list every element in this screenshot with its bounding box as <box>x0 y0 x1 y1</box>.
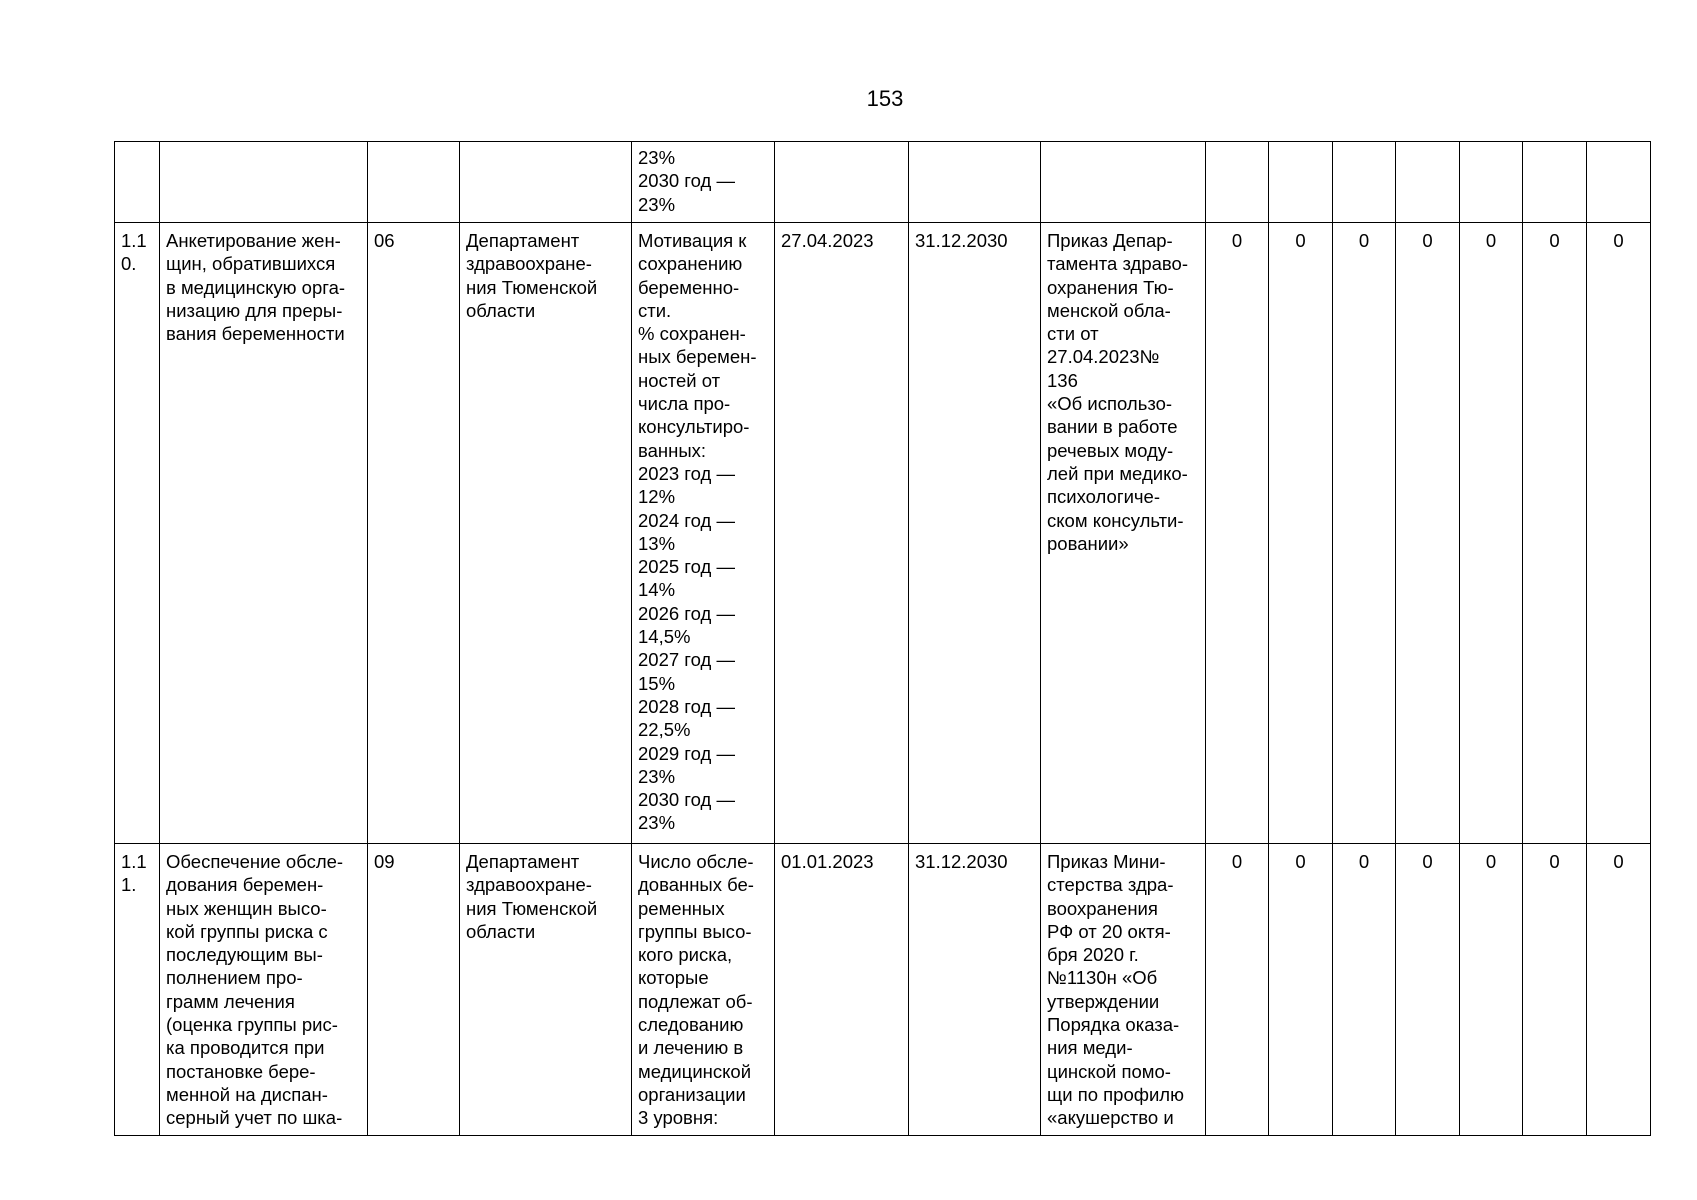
document-cell <box>1041 142 1206 223</box>
value-cell <box>1396 142 1460 223</box>
value-cell: 0 <box>1396 223 1460 844</box>
start-date-cell <box>775 142 909 223</box>
value-cell: 0 <box>1523 223 1587 844</box>
value-cell <box>1206 142 1269 223</box>
value-cell <box>1587 142 1651 223</box>
end-date-cell <box>909 142 1041 223</box>
measures-table <box>114 141 1651 1136</box>
end-date-cell: 31.12.2030 <box>909 223 1041 844</box>
value-cell: 0 <box>1587 844 1651 1136</box>
indicator-cell: 23% 2030 год — 23% <box>632 142 775 223</box>
value-cell <box>1460 142 1523 223</box>
code-cell: 06 <box>368 223 460 844</box>
value-cell: 0 <box>1333 844 1396 1136</box>
end-date-cell: 31.12.2030 <box>909 844 1041 1136</box>
value-cell: 0 <box>1206 223 1269 844</box>
value-cell: 0 <box>1333 223 1396 844</box>
measure-name-cell: Анкетирование жен- щин, обратившихся в медицинскую орга- низацию для преры- вания беременности <box>160 223 368 844</box>
value-cell: 0 <box>1587 223 1651 844</box>
start-date-cell: 27.04.2023 <box>775 223 909 844</box>
value-cell: 0 <box>1460 844 1523 1136</box>
page-number: 153 <box>866 86 904 111</box>
value-cell <box>1333 142 1396 223</box>
value-cell <box>1269 142 1333 223</box>
value-cell: 0 <box>1269 844 1333 1136</box>
table-row <box>115 223 1651 844</box>
table-row <box>115 142 1651 223</box>
document-cell: Приказ Депар- тамента здраво- охранения Тю- менской обла- сти от 27.04.2023№ 136 «Об использо- вании в работе речевых моду- лей при медико- психологиче- ском консульти- ровании» <box>1041 223 1206 844</box>
executor-cell: Департамент здравоохране- ния Тюменской области <box>460 223 632 844</box>
measure-name-cell: Обеспечение обсле- дования беремен- ных женщин высо- кой группы риска с последующим вы- полнением про- грамм лечения (оценка группы рис- ка проводится при постановке бере- менной на диспан- серный учет по шка- <box>160 844 368 1136</box>
value-cell: 0 <box>1460 223 1523 844</box>
row-number-cell <box>115 142 160 223</box>
value-cell <box>1523 142 1587 223</box>
value-cell: 0 <box>1396 844 1460 1136</box>
document-cell: Приказ Мини- стерства здра- воохранения РФ от 20 октя- бря 2020 г. №1130н «Об утверждении Порядка оказа- ния меди- цинской помо- щи по профилю «акушерство и <box>1041 844 1206 1136</box>
value-cell: 0 <box>1269 223 1333 844</box>
measure-name-cell <box>160 142 368 223</box>
start-date-cell: 01.01.2023 <box>775 844 909 1136</box>
table-row <box>115 844 1651 1136</box>
indicator-cell: Мотивация к сохранению беременно- сти. % сохранен- ных беремен- ностей от числа про- консультиро- ванных: 2023 год — 12% 2024 год — 13% 2025 год — 14% 2026 год — 14,5% 2027 год — 15% 2028 год — 22,5% 2029 год — 23% 2030 год — 23% <box>632 223 775 844</box>
executor-cell <box>460 142 632 223</box>
row-number-cell: 1.1 0. <box>115 223 160 844</box>
value-cell: 0 <box>1523 844 1587 1136</box>
value-cell: 0 <box>1206 844 1269 1136</box>
code-cell <box>368 142 460 223</box>
row-number-cell: 1.1 1. <box>115 844 160 1136</box>
code-cell: 09 <box>368 844 460 1136</box>
indicator-cell: Число обсле- дованных бе- ременных группы высо- кого риска, которые подлежат об- следованию и лечению в медицинской организации 3 уровня: <box>632 844 775 1136</box>
executor-cell: Департамент здравоохране- ния Тюменской области <box>460 844 632 1136</box>
